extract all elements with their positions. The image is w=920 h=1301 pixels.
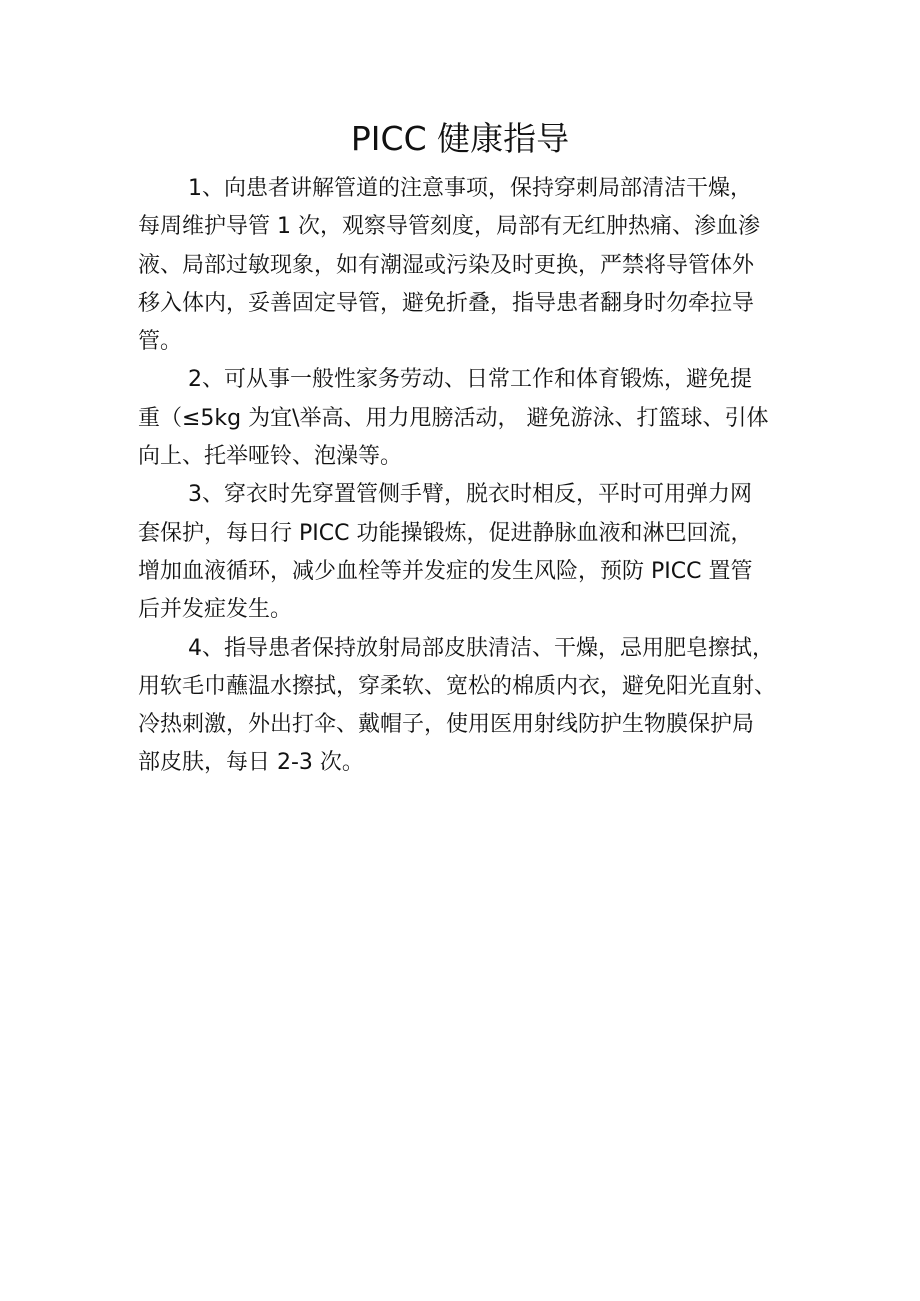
paragraph-4 bbox=[138, 630, 818, 783]
paragraph-line: 增加血液循环，减少血栓等并发症的发生风险，预防 PICC 置管 bbox=[138, 558, 753, 584]
paragraph-3 bbox=[138, 476, 818, 629]
paragraph-line: 重（≤5kg 为宜\举高、用力甩膀活动， 避免游泳、打篮球、引体 bbox=[138, 405, 769, 431]
paragraph-line: 用软毛巾蘸温水擦拭，穿柔软、宽松的棉质内衣，避免阳光直射、 bbox=[138, 673, 777, 699]
paragraph-line: 液、局部过敏现象，如有潮湿或污染及时更换，严禁将导管体外 bbox=[138, 252, 755, 278]
paragraph-line: 3、穿衣时先穿置管侧手臂，脱衣时相反，平时可用弹力网 bbox=[188, 482, 752, 508]
paragraph-line: 部皮肤，每日 2-3 次。 bbox=[138, 750, 364, 776]
paragraph-line: 1、向患者讲解管道的注意事项，保持穿刺局部清洁干燥， bbox=[188, 176, 752, 201]
paragraph-line: 移入体内，妥善固定导管，避免折叠，指导患者翻身时勿牵拉导 bbox=[138, 290, 755, 316]
paragraph-2 bbox=[138, 361, 818, 476]
paragraph-line: 2、可从事一般性家务劳动、日常工作和体育锻炼，避免提 bbox=[188, 367, 752, 393]
paragraph-line: 管。 bbox=[138, 329, 183, 355]
paragraph-line: 后并发症发生。 bbox=[138, 597, 293, 623]
paragraph-line: 每周维护导管 1 次，观察导管刻度，局部有无红肿热痛、渗血渗 bbox=[138, 214, 760, 240]
paragraph-line: 向上、托举哑铃、泡澡等。 bbox=[138, 444, 403, 470]
paragraph-line: 4、指导患者保持放射局部皮肤清洁、干燥，忌用肥皂擦拭， bbox=[188, 635, 774, 661]
document-title: PICC 健康指导 bbox=[350, 119, 570, 158]
paragraph-1 bbox=[138, 170, 818, 361]
paragraph-line: 套保护，每日行 PICC 功能操锻炼，促进静脉血液和淋巴回流， bbox=[138, 520, 753, 546]
document-body bbox=[138, 170, 818, 783]
paragraph-line: 冷热刺激，外出打伞、戴帽子，使用医用射线防护生物膜保护局 bbox=[138, 712, 755, 738]
